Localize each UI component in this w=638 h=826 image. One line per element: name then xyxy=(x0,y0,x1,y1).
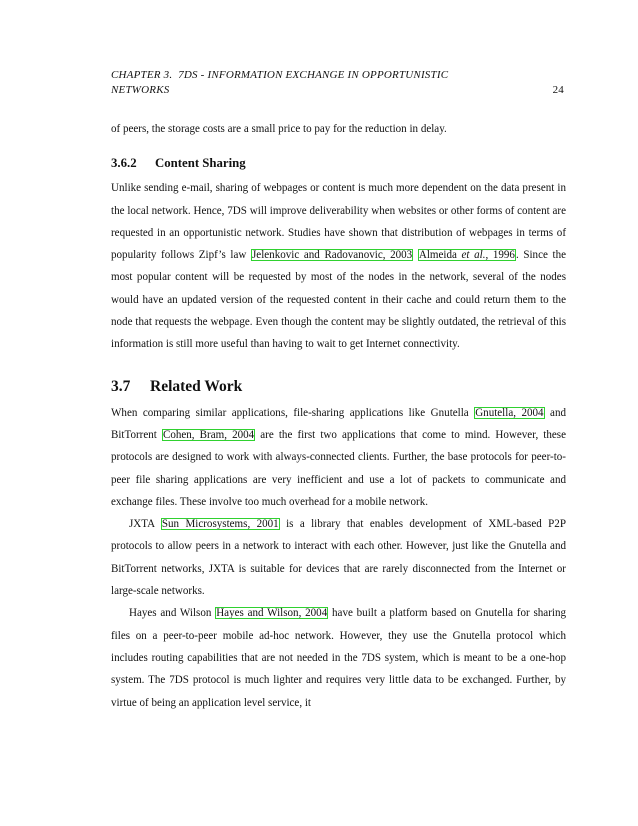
related-work-paragraph-3: Hayes and Wilson Hayes and Wilson, 2004 have built a platform based on Gnutella for sharing files on a peer-to-peer mobile ad-hoc network. However, they use the Gnutella protocol which includes routing capabilities that are not needed in the 7DS system, which is meant to be a one-hop system. The 7DS protocol is much lighter and requires very little data to be exchanged. Further, by virtue of being an application level service, it xyxy=(111,607,566,709)
page-number: 24 xyxy=(552,84,564,96)
intro-paragraph: of peers, the storage costs are a small price to pay for the reduction in delay. xyxy=(111,123,447,135)
running-head-title-line1: 7DS - INFORMATION EXCHANGE IN OPPORTUNISTIC xyxy=(178,69,449,81)
subsection-title: Content Sharing xyxy=(155,156,246,171)
citation-link-hayes-wilson[interactable]: Hayes and Wilson, 2004 xyxy=(216,607,328,620)
citation-link-gnutella[interactable]: Gnutella, 2004 xyxy=(475,406,544,419)
citation-link-sun-microsystems[interactable]: Sun Microsystems, 2001 xyxy=(161,518,279,531)
citation-link-almeida[interactable]: Almeida et al., 1996 xyxy=(418,249,515,262)
citation-link-cohen[interactable]: Cohen, Bram, 2004 xyxy=(162,428,255,441)
running-head xyxy=(111,68,566,98)
content-sharing-paragraph: Unlike sending e-mail, sharing of webpages or content is much more dependent on the data present in the local network. Hence, 7DS will improve deliverability when websites or other forms of content are requested in an opportunistic network. Studies have shown that distribution of webpages in terms of popularity follows Zipf’s law Jelenkovic and Radovanovic, 2003 Almeida et al., 1996. Since the most popular content will be requested by most of the nodes in the network, several of the nodes would have an updated version of the requested content in their cache and could return them to the node that requests the webpage. Even though the content may be slightly outdated, the retrieval of this information is still more useful than having to wait to get Internet connectivity. xyxy=(111,182,567,351)
subsection-heading-3-6-2 xyxy=(111,156,566,171)
running-head-title xyxy=(111,68,531,98)
citation-link-jelenkovic[interactable]: Jelenkovic and Radovanovic, 2003 xyxy=(252,249,413,262)
section-title: Related Work xyxy=(150,377,243,395)
section-number: 3.7 xyxy=(111,377,131,395)
running-head-title-line2: NETWORKS xyxy=(111,84,170,96)
page-body xyxy=(111,68,566,714)
running-head-chapter: CHAPTER 3. xyxy=(111,69,173,81)
related-work-paragraph-2: JXTA Sun Microsystems, 2001 is a library that enables development of XML-based P2P protocols to allow peers in a network to interact with each other. However, just like the Gnutella and BitTorrent networks, JXTA is suitable for devices that are rarely disconnected from the Internet or large-scale networks. xyxy=(111,518,566,598)
section-heading-3-7 xyxy=(111,378,566,396)
subsection-number: 3.6.2 xyxy=(111,156,137,171)
related-work-paragraph-1: When comparing similar applications, file-sharing applications like Gnutella Gnutella, 2004 and BitTorrent Cohen, Bram, 2004 are the first two applications that come to mind. However, these protocols are designed to work with always-connected clients. Further, the base protocols for peer-to-peer file sharing applications are very inefficient and use a lot of packets to communicate and exchange files. These involve too much overhead for a mobile network. xyxy=(111,406,567,508)
